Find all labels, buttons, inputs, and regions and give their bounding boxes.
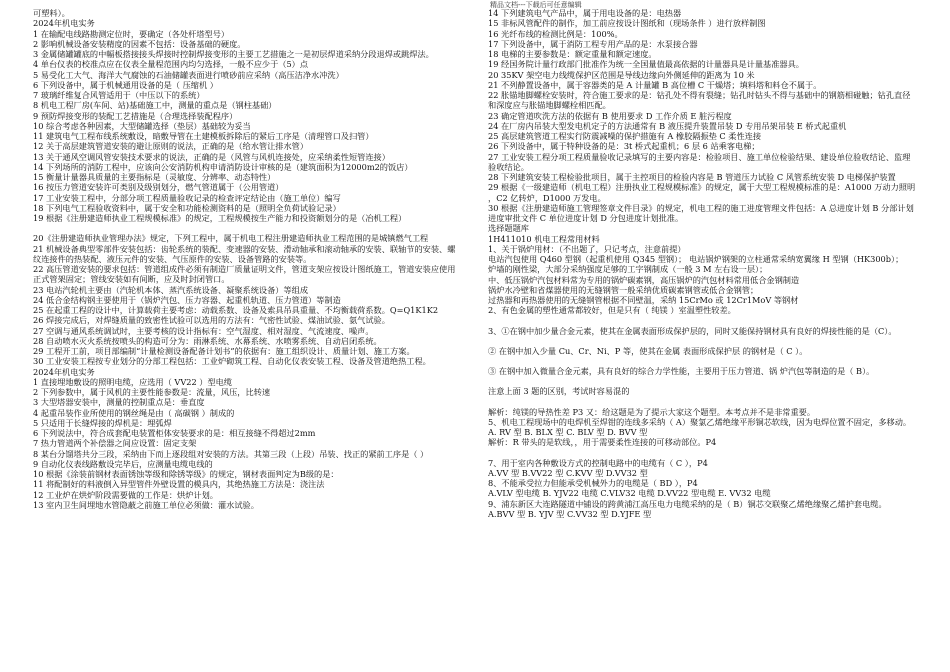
text-line: 5、机电工程现场中的电焊机至焊钳的连线多采纳（ A）聚氯乙烯绝缘平形铜芯软线，因为电焊位置不固定，多移动。	[488, 416, 912, 427]
text-line: 5 只适用于长缝焊接的焊机是：埋弧焊	[33, 417, 172, 428]
text-line: 18 电梯的主要参数是：额定重量和额定速度。	[488, 49, 657, 59]
text-line: 6 下列说法中，符合成套配电装置柜体安装要求的是：相互接缝不得超过2mm	[33, 428, 316, 438]
blank-line	[488, 397, 918, 407]
text-line: 25 高层建筑管道工程实行防震减噪的保护措施有 A 橡胶隔振垫 C 柔性连接	[488, 131, 762, 141]
text-line: 纹连接件的热装配、液压元件的安装、气压原件的安装、设备管路的安装等。	[33, 253, 312, 264]
text-line: 1、关于锅炉用材：（不出题了，只记考点，注意前提）	[488, 243, 686, 254]
text-line: 24 在厂房内吊装大型发电机定子的方法通常有 B 液压提升装置吊装 D 专用吊架吊装 E 桥式起重机	[488, 120, 847, 131]
text-line: A.BVV 型 B. YJV 型 C.VV32 型 D.YJFE 型	[488, 508, 652, 519]
text-line: A. RV 型 B. BLX 型 C. BLV 型 D. BVV 型	[488, 427, 648, 437]
text-line: 2 下列参数中，属于风机的主要性能参数是：流量，风压，比转速	[33, 387, 271, 397]
text-line: 28 自动喷水灭火系统按喷头的构造可分为：雨淋系统、水幕系统、水喷雾系统、自动启闭系统。	[33, 335, 382, 346]
blank-line	[488, 448, 918, 458]
text-line: 19 根据《注册建造师执业工程规模标准》的规定，工程规模按生产能力和投资额划分的是（冶机工程）	[33, 213, 407, 223]
blank-line	[488, 336, 918, 346]
text-line: 9、浦东新区大连路隧道中铺设的跨黄浦江高压电力电缆采纳的是（ B）铜芯交联聚乙烯绝缘聚乙烯护套电缆。	[488, 498, 887, 509]
text-line: 29 根据《一级建造师（机电工程）注册执业工程规模标准》的规定，属于大型工程规模标准的是：A1000 万动力照明	[488, 182, 916, 193]
text-line: 30 根据《注册建造师施工管理签章文件目录》的规定，机电工程的施工进度管理文件包括：A 总进度计划 B 分部计划	[488, 202, 914, 213]
text-line: 15 非标风管配件的制作，加工前应按设计图纸和（现场条件 ）进行放样制图	[488, 18, 766, 29]
text-line: 30 工业安装工程按专业划分的分部工程包括：工业炉砌筑工程、自动化仪表安装工程、设备及管道绝热工程。	[33, 356, 431, 367]
text-line: A.VLV 型电缆 B. YJV22 电缆 C.VLV32 电缆 D.VV22 型电缆 E. VV32 电缆	[488, 488, 771, 499]
text-line: 2024年机电实务	[33, 18, 95, 29]
text-line: 14 下列建筑电气产品中，属于用电设备的是：电热器	[488, 8, 682, 18]
text-line: 13 关于通风空调风管安装技术要求的说法，正确的是（风管与风机连接处，应采纳柔性短管连接）	[33, 151, 390, 162]
page-header: 精品文档---下载后可任意编辑	[490, 1, 582, 9]
text-line: 14 下列场所的消防工程中，应该向公安消防机构申请消防设计审核的是（建筑面积为12000m2的饭店）	[33, 161, 413, 172]
text-line: 3 大型塔器安装中，测量的控制重点是：垂直度	[33, 397, 205, 408]
text-line: 15 衡量计量器具质量的主要指标是（灵敏度、分辨率、动态特性）	[33, 172, 276, 182]
text-line: 2 影响机械设备安装精度的因素不包括：设备基础的硬度。	[33, 38, 246, 49]
text-line: 1 在输配电线路勘测定位时，要确定（各处杆塔型号）	[33, 28, 230, 39]
text-line: A.VV 型 B.VV22 型 C.KVV 型 D.VV32 型	[488, 467, 648, 478]
text-line: 17 下列设备中，属于消防工程专用产品的是：水泵接合器	[488, 38, 698, 49]
text-line: 选择题题库	[488, 223, 529, 234]
blank-line	[488, 356, 918, 366]
text-line: 16 光纤布线的检测比例是：100%。	[488, 28, 623, 39]
text-line: 8 某台分馏塔共分三段，采纳由下而上逐段组对安装的方法。其第三段（上段）吊装、找正的紧前工序是（ ）	[33, 448, 429, 459]
text-line: 12 工业炉在烘炉阶段需要做的工作是：烘炉计划。	[33, 489, 218, 500]
text-line: 正式管架固定；管线安装如有间断，应及时封闭管口。	[33, 274, 230, 285]
text-line: ③ 在钢中加入微量合金元素，具有良好的综合力学性能，主要用于压力管道、锅 炉汽包等制造的是（ B）。	[488, 366, 875, 376]
blank-line	[488, 376, 918, 386]
text-line: 26 下列设备中，属于特种设备的是：3t 桥式起重机；6 层 6 站乘客电梯；	[488, 141, 760, 152]
text-line: 28 下列建筑安装工程检验批项目，属于主控项目的检验内容是 B 管道压力试验 C 风管系统安装 D 电梯保护装置	[488, 172, 896, 182]
text-line: 1 直接埋地敷设的照明电缆，应选用（ VV22 ）型电缆	[33, 376, 233, 387]
text-line: 29 工程开工前，项目部编制“计量检测设备配备计划书”的依据有：施工组织设计、质量计划、施工方案。	[33, 346, 415, 356]
text-line: 中、低压锅炉汽包材料常为专用的锅炉碳素钢，高压锅炉的汽包材料常用低合金钢制造	[488, 274, 800, 285]
text-line: 4 起重吊装作业所使用的钢丝绳是由（ 高碳钢 ）制成的	[33, 407, 235, 418]
text-line: 13 室内卫生间埋地水管隐蔽之前施工单位必须做：灌水试验。	[33, 499, 259, 510]
text-line: 进度审批文件 C 单位进度计划 D 分包进度计划批准。	[488, 213, 684, 223]
text-line: 和深度应与胀锚地脚螺栓相匹配。	[488, 100, 611, 111]
text-line: 3 金属储罐罐底的中幅板搭接接头焊接时控制焊接变形的主要工艺措施之一是初层焊道采纳分段退焊或跳焊法。	[33, 49, 434, 59]
text-line: ，C2 亿转炉，D1000 万发电。	[488, 192, 606, 203]
text-line: 注意上面 3 题的区别，考试时容易混的	[488, 386, 630, 397]
left-column	[33, 8, 463, 510]
text-line: 7、用于室内各种敷设方式的控制电路中的电缆有（ C ），P4	[488, 457, 708, 468]
text-line: 10 综合考虑各种因素，大型储罐选择（垫层）基础较为妥当	[33, 120, 251, 131]
text-line: 8 机电工程厂房(车间、站)基础施工中，测量的重点是（钢柱基础）	[33, 100, 277, 111]
text-line: 27 工业安装工程分项工程质量验收记录填写的主要内容是：检验项目、施工单位检验结果、建设单位验收结论、监理	[488, 151, 911, 162]
text-line: 验收结论。	[488, 161, 529, 172]
text-line: 炉墙的刚性梁，大部分采纳强度足够的工字钢制成（一般 3 M 左右设一层）；	[488, 264, 768, 275]
text-line: 可塑料）。	[33, 8, 70, 18]
text-line: 8、不能承受拉力但能承受机械外力的电缆是（ BD ），P4	[488, 478, 698, 488]
text-line: 11 将配制好的料液倒入异型管件外壁设置的模具内，其绝热施工方法是：浇注法	[33, 479, 325, 490]
text-line: 2024年机电实务	[33, 366, 95, 377]
text-line: 7 玻璃纤维复合风管适用于（中压以下的系统）	[33, 90, 205, 100]
text-line: 7 热力管道两个补偿器之间应设置：固定支架	[33, 438, 197, 449]
blank-line	[488, 316, 918, 326]
text-line: 21 不列静置设备中，属于容器类的是 A 计量罐 B 高位槽 C 干燥塔；填料塔和料仓不属于。	[488, 79, 822, 90]
text-line: 2、有色金属的塑性通常都较好，但是只有（ 纯镁 ）室温塑性较差。	[488, 305, 736, 316]
text-line: 20《注册建造师执业管理办法》规定，下列工程中，属于机电工程注册建造师执业工程范围的是城镇燃气工程	[33, 233, 429, 244]
text-line: 锅炉水冷壁和省煤器使用的无缝钢管一般采纳优质碳素钢管或低合金钢管；	[488, 284, 759, 295]
text-line: 解析：R 带头的是软线，，用于需要柔性连接的可移动部位。P4	[488, 437, 717, 448]
text-line: 22 胀锚地脚螺栓安装时，符合施工要求的是：钻孔处不得有裂缝；钻孔时钻头不得与基础中的钢筋相碰触；钻孔直径	[488, 90, 911, 100]
text-line: 9 预防焊接变形的装配工艺措施是（合理选择装配程序）	[33, 110, 238, 121]
text-line: 解析：纯镁的导热性差 P3 又：给这题是为了提示大家这个题型。本考点并不是非常重要。	[488, 406, 816, 417]
text-line: 27 空调与通风系统调试时，主要考核的设计指标有：空气湿度、相对湿度、气流速度、噪声。	[33, 325, 374, 336]
text-line: 26 焊接完成后，对焊缝质量的致密性试验可以选用的方法有：气密性试验、煤油试验、氨气试验。	[33, 315, 390, 326]
text-line: 12 关于高层建筑管道安装的避让原则的说法，正确的是（给水管让排水管）	[33, 141, 309, 152]
text-line: 22 高压管道安装的要求包括：管道组成件必须有制造厂质量证明文件，管道支架应按设计图纸施工，管道安装应使用	[33, 264, 456, 274]
text-line: ② 在钢中加入少量 Cu、Cr、Ni、P 等，使其在金属 表面形成保护层 的钢材是（ C ）。	[488, 345, 808, 356]
text-line: 24 低合金结构钢主要使用于（锅炉汽包、压力容器、起重机轨道、压力管道）等制造	[33, 294, 341, 305]
text-line: 10 根据《涂装前钢材表面锈蚀等级和除锈等级》的规定，钢材表面判定为B级的是：	[33, 469, 339, 479]
text-line: 23 确定管道吹洗方法的依据有 B 使用要求 D 工作介质 E 脏污程度	[488, 110, 732, 121]
blank-line	[33, 223, 463, 233]
text-line: 18 下列电气工程验收资料中，属于安全和功能检测资料的是（照明全负荷试验记录）	[33, 202, 341, 213]
text-line: 4 单台仪表的校准点应在仪表全量程范围内均匀选择，一般不应少于（5）点	[33, 59, 309, 70]
text-line: 9 自动化仪表线路敷设完毕后，应测量电缆电线的	[33, 458, 213, 469]
text-line: 17 工业安装工程中，分部分项工程质量验收记录的检查评定结论由（施工单位）编写	[33, 192, 341, 203]
text-line: 16 按压力管道安装许可类别及级别划分，燃气管道属于（公用管道）	[33, 182, 284, 193]
right-column	[488, 8, 918, 519]
text-line: 过热器和再热器使用的无缝钢管根据不同壁温，采纳 15CrMo 或 12Cr1MoV 等钢材	[488, 295, 799, 305]
text-line: 25 在起重工程的设计中，计算载荷主要考虑：动载系数、设备及索具吊具重量、不均衡载荷系数。Q=Q1K1K2	[33, 305, 439, 315]
text-line: 11 建筑电气工程布线系统敷设，暗敷导管在土建模板拆除后的紧后工序是（清理管口及扫管）	[33, 131, 374, 141]
text-line: 21 机械设备典型零部件安装包括：齿轮系统的装配、变速器的安装、滑动轴承和滚动轴承的安装、联轴节的安装、螺	[33, 243, 456, 254]
text-line: 19 经国务院计量行政部门批准作为统一全国量值最高依据的计量器具是计量基准器具。	[488, 59, 804, 70]
text-line: 23 电站汽轮机主要由（汽轮机本体、蒸汽系统设备、凝聚系统设备）等组成	[33, 284, 309, 295]
text-line: 1H411010 机电工程常用材料	[488, 233, 600, 244]
text-line: 3、①在钢中加少量合金元素，使其在金属表面形成保护层的，同时又能保持钢材具有良好的焊接性能的是（C）。	[488, 325, 897, 336]
text-line: 20 35KV 架空电力线缆保护区范围是导线边缘向外侧延伸的距离为 10 米	[488, 69, 755, 80]
text-line: 电站汽包使用 Q460 型钢（起重机使用 Q345 型钢）； 电站锅炉钢架的立柱通常采纳宽翼缘 H 型钢（HK300b）；	[488, 254, 904, 264]
text-line: 6 下列设备中，属于机械通用设备的是（ 压缩机 ）	[33, 79, 218, 90]
text-line: 5 易受化工大气、海洋大气腐蚀的石油储罐表面进行喷砂前应采纳（高压洁净水冲洗）	[33, 69, 344, 80]
